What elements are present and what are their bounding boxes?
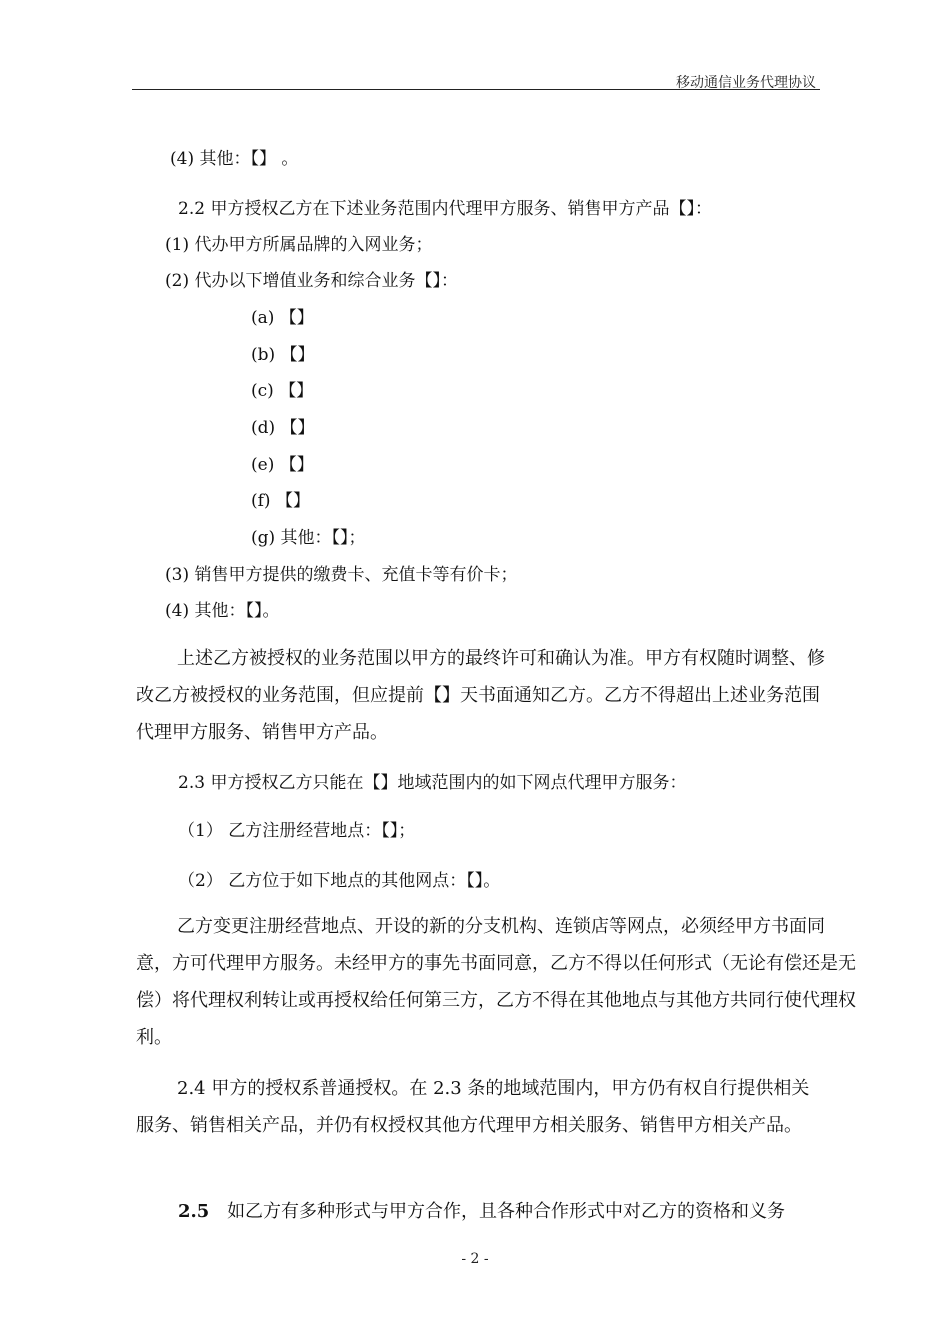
header-title: 移动通信业务代理协议 — [676, 75, 816, 91]
change-paragraph: 乙方变更注册经营地点、开设的新的分支机构、连锁店等网点，必须经甲方书面同意，方可代理甲方服务。未经甲方的事先书面同意，乙方不得以任何形式（无论有偿还是无偿）将代理权利转让或再授权给任何第三方，乙方不得在其他地点与其他方共同行使代理权利。 — [136, 916, 856, 1048]
section-2-4: 2.4 甲方的授权系普通授权。在 2.3 条的地域范围内，甲方仍有权自行提供相关服务、销售相关产品，并仍有权授权其他方代理甲方相关服务、销售甲方相关产品。 — [136, 1078, 810, 1136]
section-2-2-item-3: (3) 销售甲方提供的缴费卡、充值卡等有价卡； — [165, 565, 518, 585]
sub-item-c: (c) 【】 — [251, 381, 314, 401]
section-2-2-item-4: (4) 其他：【】。 — [165, 601, 280, 621]
header-divider — [132, 89, 820, 90]
sub-item-b: (b) 【】 — [251, 345, 315, 365]
item-4-top: (4) 其他：【】 。 — [170, 149, 299, 169]
section-2-3-item-1: （1） 乙方注册经营地点：【】； — [178, 821, 416, 841]
section-2-5 — [178, 1193, 838, 1230]
sub-item-g: (g) 其他：【】； — [251, 528, 366, 548]
section-2-5-number: 2.5 — [178, 1201, 210, 1222]
sub-item-e: (e) 【】 — [251, 455, 314, 475]
sub-item-f: (f) 【】 — [251, 491, 310, 511]
section-2-2-item-1: (1) 代办甲方所属品牌的入网业务； — [165, 235, 433, 255]
scope-paragraph: 上述乙方被授权的业务范围以甲方的最终许可和确认为准。甲方有权随时调整、修改乙方被授权的业务范围，但应提前【】天书面通知乙方。乙方不得超出上述业务范围代理甲方服务、销售甲方产品。 — [136, 648, 825, 743]
section-2-3-item-2: （2） 乙方位于如下地点的其他网点：【】。 — [178, 871, 501, 891]
section-2-5-text: 如乙方有多种形式与甲方合作，且各种合作形式中对乙方的资格和义务 — [227, 1201, 786, 1222]
sub-item-d: (d) 【】 — [251, 418, 315, 438]
sub-item-a: (a) 【】 — [251, 308, 314, 328]
page-number: - 2 - — [461, 1251, 489, 1267]
section-2-2: 2.2 甲方授权乙方在下述业务范围内代理甲方服务、销售甲方产品【】： — [178, 199, 712, 219]
section-2-2-item-2: (2) 代办以下增值业务和综合业务【】： — [165, 271, 458, 291]
section-2-3: 2.3 甲方授权乙方只能在【】地域范围内的如下网点代理甲方服务： — [178, 773, 687, 793]
